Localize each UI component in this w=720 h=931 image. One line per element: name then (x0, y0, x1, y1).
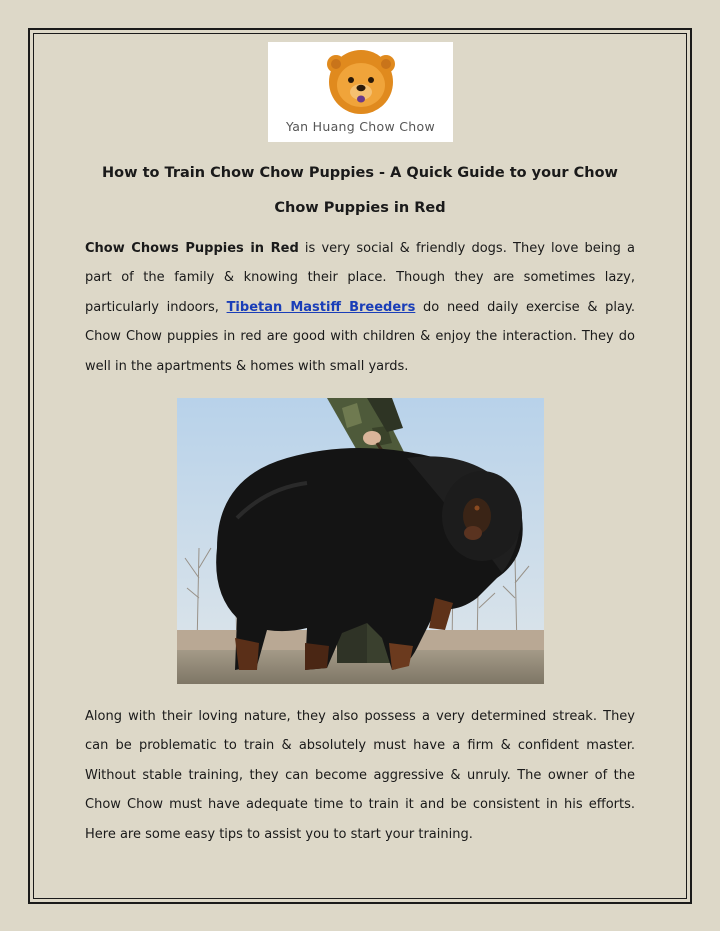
intro-paragraph (85, 234, 635, 381)
training-paragraph: Along with their loving nature, they also possess a very determined streak. They can be problematic to train & absolutely must have a firm & confident master. Without stable training, they can become aggressive & unruly. The owner of the Chow Chow must have adequate time to train it and be consistent in his efforts. Here are some easy tips to assist you to start your training. (85, 709, 635, 842)
logo-text: Yan Huang Chow Chow (286, 119, 435, 134)
intro-text-a: is very social & friendly dogs. They love being a part of the family & knowing their place. Though they are sometimes lazy, particularly indoors, (85, 241, 635, 315)
title-line-1: How to Train Chow Chow Puppies - A Quick Guide to your Chow (102, 165, 618, 181)
tibetan-mastiff-photo (177, 398, 544, 684)
page-title (85, 156, 635, 226)
intro-lead-bold: Chow Chows Puppies in Red (85, 241, 299, 256)
intro-text-b: do need daily exercise & play. Chow Chow puppies in red are good with children & enjoy the interaction. They do well in the apartments & homes with small yards. (85, 299, 635, 374)
brand-logo (268, 42, 453, 142)
title-line-2: Chow Puppies in Red (274, 200, 446, 216)
tibetan-mastiff-breeders-link[interactable]: Tibetan Mastiff Breeders (226, 299, 416, 315)
